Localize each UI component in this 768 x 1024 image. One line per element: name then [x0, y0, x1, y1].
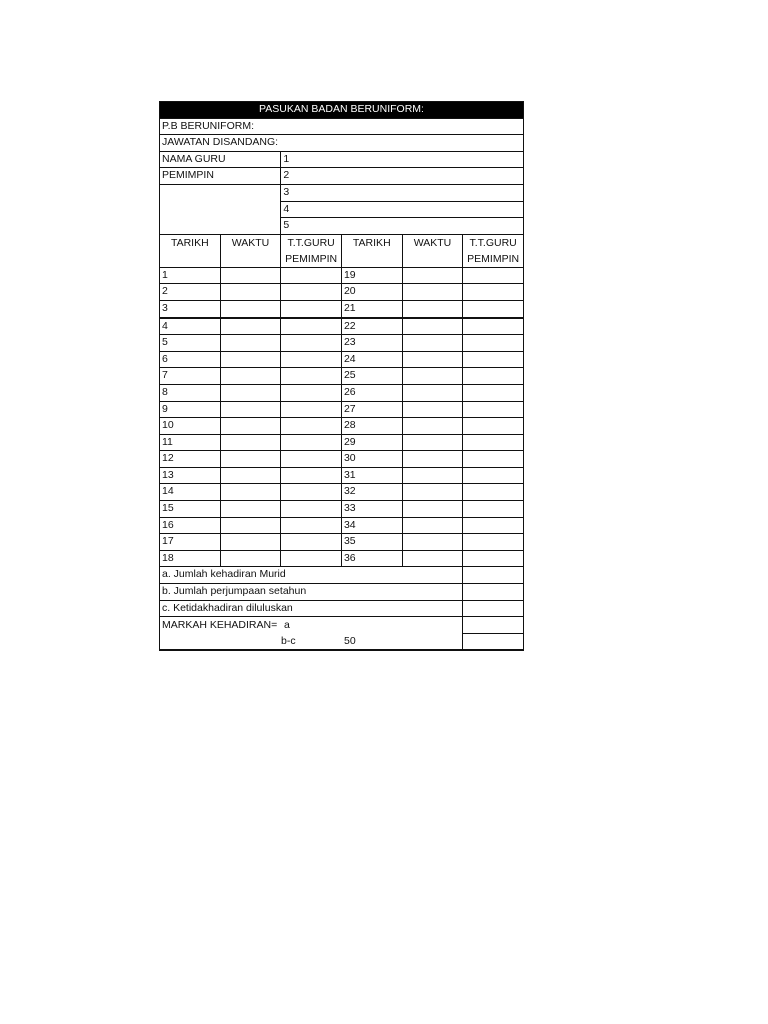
date-cell: 24: [341, 351, 402, 368]
waktu-cell[interactable]: [220, 451, 281, 468]
waktu-cell[interactable]: [402, 267, 463, 284]
waktu-cell[interactable]: [402, 368, 463, 385]
waktu-cell[interactable]: [402, 318, 463, 335]
table-row: [160, 284, 524, 301]
signature-cell[interactable]: [281, 467, 342, 484]
signature-cell[interactable]: [463, 335, 524, 352]
signature-cell[interactable]: [281, 517, 342, 534]
date-cell: 7: [160, 368, 221, 385]
signature-cell[interactable]: [463, 501, 524, 518]
date-cell: 34: [341, 517, 402, 534]
table-row: [160, 318, 524, 335]
waktu-cell[interactable]: [402, 300, 463, 317]
table-row: [160, 418, 524, 435]
date-cell: 22: [341, 318, 402, 335]
signature-cell[interactable]: [281, 501, 342, 518]
summary-b-label: b. Jumlah perjumpaan setahun: [160, 584, 463, 601]
summary-c-value[interactable]: [463, 600, 524, 617]
summary-row: [160, 584, 524, 601]
waktu-cell[interactable]: [402, 335, 463, 352]
column-header-row: [160, 234, 524, 267]
table-row: [160, 351, 524, 368]
table-row: [160, 434, 524, 451]
waktu-cell[interactable]: [402, 451, 463, 468]
attendance-rows: [160, 267, 524, 567]
signature-cell[interactable]: [281, 451, 342, 468]
date-cell: 26: [341, 384, 402, 401]
waktu-cell[interactable]: [220, 534, 281, 551]
date-cell: 36: [341, 550, 402, 567]
teacher-field[interactable]: 1: [281, 151, 524, 168]
form-title-row: [160, 102, 524, 119]
waktu-cell[interactable]: [402, 501, 463, 518]
signature-cell[interactable]: [281, 300, 342, 317]
date-cell: 28: [341, 418, 402, 435]
table-row: [160, 300, 524, 317]
markah-multiplier: 50: [344, 635, 356, 648]
waktu-cell[interactable]: [402, 550, 463, 567]
date-cell: 12: [160, 451, 221, 468]
waktu-cell[interactable]: [220, 418, 281, 435]
signature-cell[interactable]: [463, 517, 524, 534]
table-row: [160, 401, 524, 418]
jawatan-disandang-field[interactable]: JAWATAN DISANDANG:: [160, 135, 524, 152]
date-cell: 35: [341, 534, 402, 551]
waktu-cell[interactable]: [220, 517, 281, 534]
date-cell: 17: [160, 534, 221, 551]
tarikh-header: TARIKH: [341, 234, 402, 267]
date-cell: 2: [160, 284, 221, 301]
waktu-cell[interactable]: [402, 384, 463, 401]
waktu-cell[interactable]: [220, 267, 281, 284]
markah-formula: [160, 617, 463, 651]
blank-cell: [160, 218, 281, 235]
waktu-cell[interactable]: [402, 534, 463, 551]
nama-guru-label: NAMA GURU: [160, 151, 281, 168]
markah-label: MARKAH KEHADIRAN=: [162, 619, 278, 632]
date-cell: 31: [341, 467, 402, 484]
date-cell: 3: [160, 300, 221, 317]
table-row: [160, 267, 524, 284]
waktu-cell[interactable]: [402, 517, 463, 534]
waktu-cell[interactable]: [220, 384, 281, 401]
waktu-cell[interactable]: [220, 368, 281, 385]
summary-row: [160, 567, 524, 584]
table-row: [160, 484, 524, 501]
waktu-cell[interactable]: [220, 351, 281, 368]
waktu-cell[interactable]: [220, 300, 281, 317]
signature-cell[interactable]: [463, 284, 524, 301]
waktu-cell[interactable]: [402, 401, 463, 418]
signature-cell[interactable]: [281, 534, 342, 551]
signature-cell[interactable]: [281, 434, 342, 451]
markah-numerator: a: [284, 619, 290, 632]
signature-cell[interactable]: [281, 418, 342, 435]
table-row: [160, 550, 524, 567]
form-title: PASUKAN BADAN BERUNIFORM:: [160, 102, 524, 119]
teacher-row: [160, 168, 524, 185]
waktu-cell[interactable]: [402, 418, 463, 435]
date-cell: 6: [160, 351, 221, 368]
ttguru-header: T.T.GURU PEMIMPIN: [463, 234, 524, 267]
markah-value-top[interactable]: [463, 617, 524, 634]
waktu-cell[interactable]: [402, 434, 463, 451]
signature-cell[interactable]: [463, 550, 524, 567]
signature-cell[interactable]: [281, 384, 342, 401]
signature-cell[interactable]: [281, 550, 342, 567]
date-cell: 11: [160, 434, 221, 451]
blank-cell: [160, 184, 281, 201]
summary-b-value[interactable]: [463, 584, 524, 601]
signature-cell[interactable]: [463, 534, 524, 551]
teacher-row: [160, 201, 524, 218]
teacher-row: [160, 218, 524, 235]
date-cell: 15: [160, 501, 221, 518]
blank-cell: [160, 201, 281, 218]
signature-cell[interactable]: [463, 318, 524, 335]
signature-cell[interactable]: [281, 267, 342, 284]
date-cell: 13: [160, 467, 221, 484]
date-cell: 23: [341, 335, 402, 352]
table-row: [160, 534, 524, 551]
date-cell: 18: [160, 550, 221, 567]
table-row: [160, 451, 524, 468]
pb-row: [160, 118, 524, 135]
teacher-field[interactable]: 3: [281, 184, 524, 201]
waktu-cell[interactable]: [402, 467, 463, 484]
waktu-cell[interactable]: [220, 335, 281, 352]
tarikh-header: TARIKH: [160, 234, 221, 267]
attendance-form: [159, 101, 524, 651]
date-cell: 33: [341, 501, 402, 518]
table-row: [160, 501, 524, 518]
signature-cell[interactable]: [463, 300, 524, 317]
waktu-cell[interactable]: [220, 467, 281, 484]
signature-cell[interactable]: [463, 434, 524, 451]
signature-cell[interactable]: [281, 335, 342, 352]
waktu-cell[interactable]: [220, 434, 281, 451]
waktu-cell[interactable]: [402, 484, 463, 501]
waktu-cell[interactable]: [402, 284, 463, 301]
teacher-row: [160, 184, 524, 201]
table-row: [160, 384, 524, 401]
date-cell: 4: [160, 318, 221, 335]
date-cell: 21: [341, 300, 402, 317]
table-row: [160, 517, 524, 534]
summary-row: [160, 600, 524, 617]
summary-c-label: c. Ketidakhadiran diluluskan: [160, 600, 463, 617]
summary-a-value[interactable]: [463, 567, 524, 584]
date-cell: 30: [341, 451, 402, 468]
date-cell: 27: [341, 401, 402, 418]
signature-cell[interactable]: [281, 401, 342, 418]
waktu-header: WAKTU: [220, 234, 281, 267]
date-cell: 8: [160, 384, 221, 401]
teacher-field[interactable]: 2: [281, 168, 524, 185]
summary-a-label: a. Jumlah kehadiran Murid: [160, 567, 463, 584]
waktu-cell[interactable]: [220, 401, 281, 418]
waktu-cell[interactable]: [220, 550, 281, 567]
signature-cell[interactable]: [463, 267, 524, 284]
date-cell: 16: [160, 517, 221, 534]
table-row: [160, 368, 524, 385]
waktu-cell[interactable]: [220, 284, 281, 301]
signature-cell[interactable]: [281, 284, 342, 301]
pb-beruniform-field[interactable]: P.B BERUNIFORM:: [160, 118, 524, 135]
date-cell: 9: [160, 401, 221, 418]
signature-cell[interactable]: [463, 384, 524, 401]
waktu-cell[interactable]: [402, 351, 463, 368]
date-cell: 29: [341, 434, 402, 451]
waktu-cell[interactable]: [220, 501, 281, 518]
waktu-cell[interactable]: [220, 484, 281, 501]
signature-cell[interactable]: [281, 484, 342, 501]
markah-value-bottom[interactable]: [463, 633, 524, 650]
table-row: [160, 335, 524, 352]
signature-cell[interactable]: [463, 351, 524, 368]
signature-cell[interactable]: [463, 484, 524, 501]
jawatan-row: [160, 135, 524, 152]
markah-denominator: b-c: [281, 635, 296, 648]
signature-cell[interactable]: [281, 318, 342, 335]
markah-row: [160, 617, 524, 634]
signature-cell[interactable]: [281, 368, 342, 385]
signature-cell[interactable]: [281, 351, 342, 368]
date-cell: 32: [341, 484, 402, 501]
teacher-field[interactable]: 4: [281, 201, 524, 218]
signature-cell[interactable]: [463, 401, 524, 418]
date-cell: 1: [160, 267, 221, 284]
signature-cell[interactable]: [463, 467, 524, 484]
teacher-row: [160, 151, 524, 168]
table-row: [160, 467, 524, 484]
waktu-header: WAKTU: [402, 234, 463, 267]
ttguru-header: T.T.GURU PEMIMPIN: [281, 234, 342, 267]
signature-cell[interactable]: [463, 368, 524, 385]
date-cell: 25: [341, 368, 402, 385]
date-cell: 20: [341, 284, 402, 301]
date-cell: 19: [341, 267, 402, 284]
date-cell: 10: [160, 418, 221, 435]
teacher-field[interactable]: 5: [281, 218, 524, 235]
waktu-cell[interactable]: [220, 318, 281, 335]
signature-cell[interactable]: [463, 418, 524, 435]
date-cell: 5: [160, 335, 221, 352]
date-cell: 14: [160, 484, 221, 501]
signature-cell[interactable]: [463, 451, 524, 468]
nama-guru-label: PEMIMPIN: [160, 168, 281, 185]
